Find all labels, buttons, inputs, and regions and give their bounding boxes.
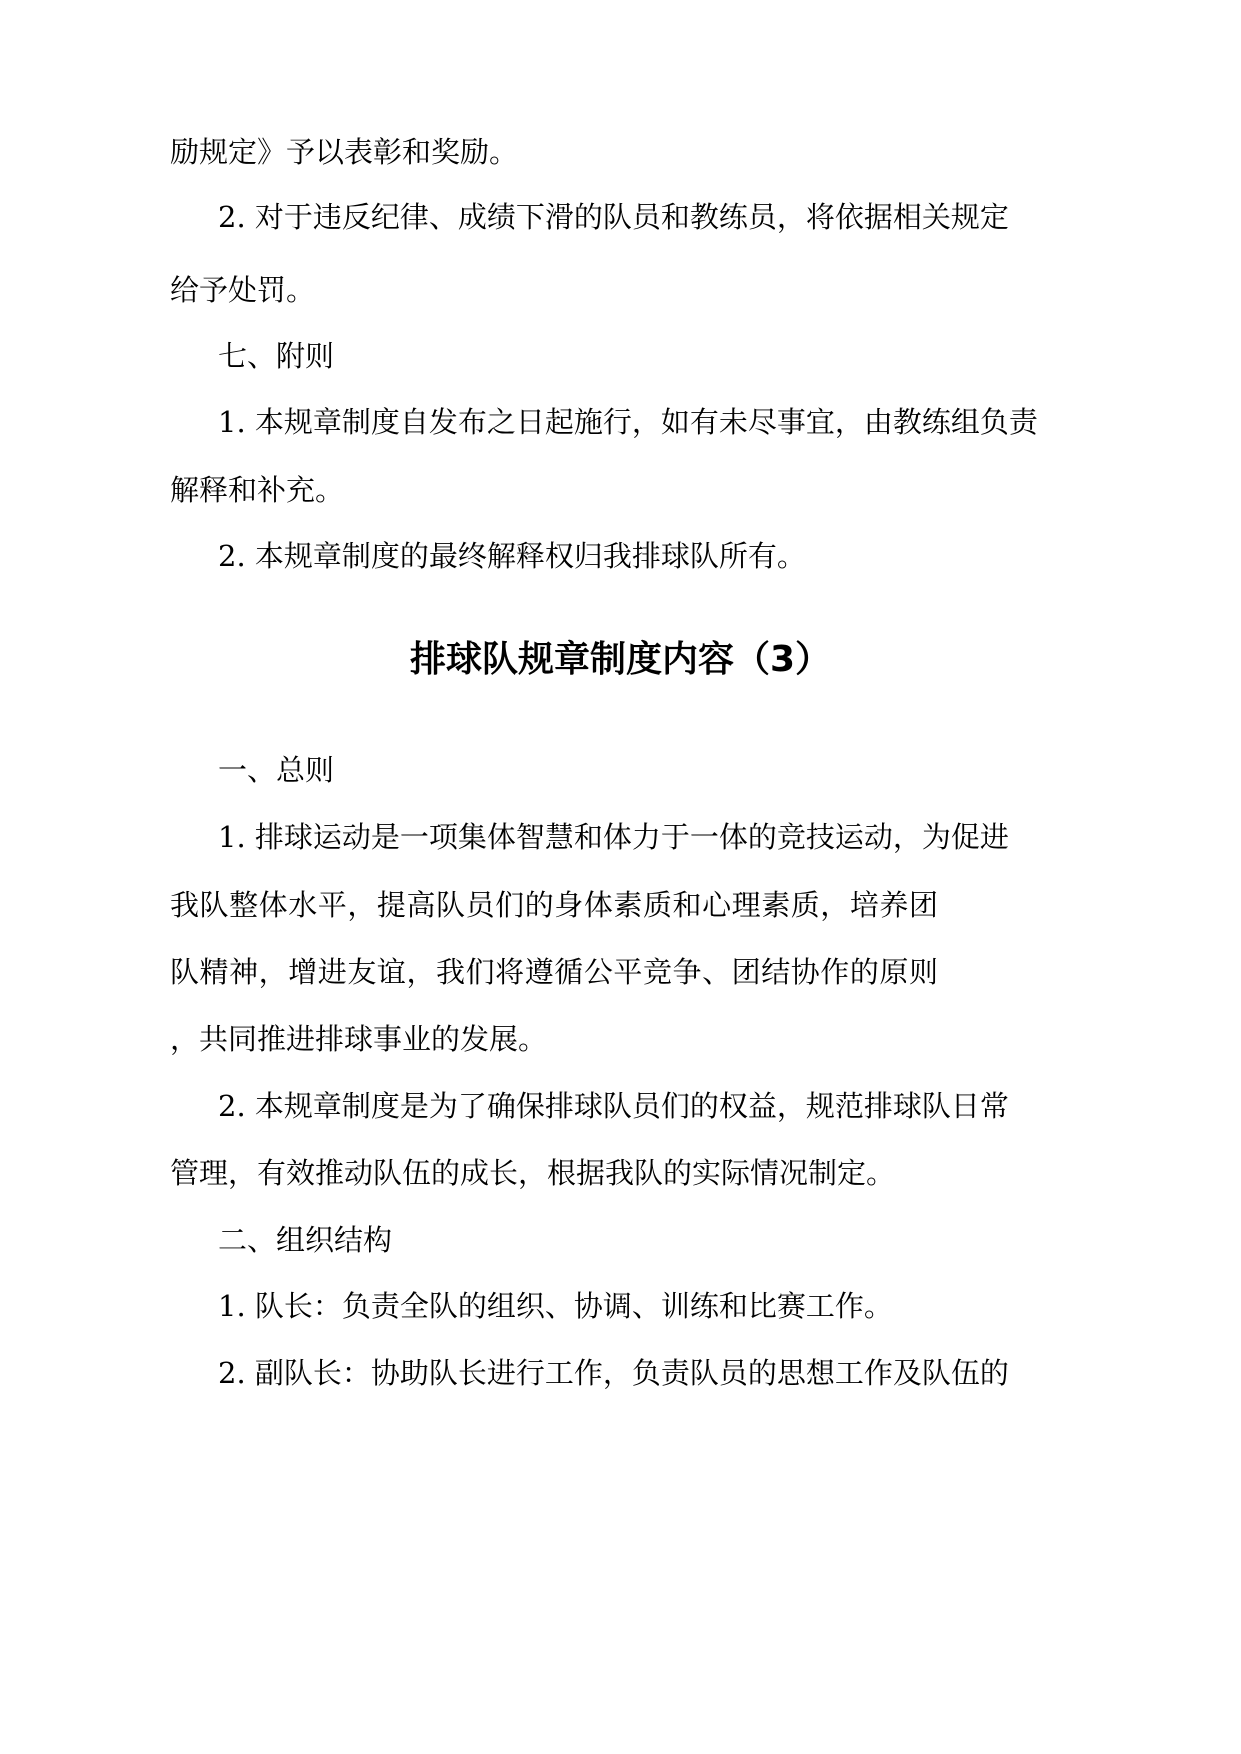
paragraph-p1-line-1: 励规定》予以表彰和奖励。 bbox=[170, 135, 519, 169]
heading-h7-line-1: 七、附则 bbox=[218, 339, 335, 373]
paragraph-p6-line-2: 管理，有效推动队伍的成长，根据我队的实际情况制定。 bbox=[170, 1156, 896, 1190]
paragraph-p5-line-2: 我队整体水平，提高队员们的身体素质和心理素质，培养团 bbox=[170, 888, 938, 922]
paragraph-p7-line-1: 1. 队长：负责全队的组织、协调、训练和比赛工作。 bbox=[218, 1289, 893, 1323]
paragraph-p5-line-1: 1. 排球运动是一项集体智慧和体力于一体的竞技运动，为促进 bbox=[218, 820, 1009, 854]
paragraph-p4-line-1: 2. 本规章制度的最终解释权归我排球队所有。 bbox=[218, 539, 806, 573]
paragraph-p5-line-3: 队精神，增进友谊，我们将遵循公平竞争、团结协作的原则 bbox=[170, 955, 938, 989]
paragraph-p2-line-1: 2. 对于违反纪律、成绩下滑的队员和教练员，将依据相关规定 bbox=[218, 200, 1009, 234]
paragraph-p5-line-4: ，共同推进排球事业的发展。 bbox=[170, 1022, 548, 1056]
paragraph-p8-line-1: 2. 副队长：协助队长进行工作，负责队员的思想工作及队伍的 bbox=[218, 1356, 1009, 1390]
paragraph-p3-line-1: 1. 本规章制度自发布之日起施行，如有未尽事宜，由教练组负责 bbox=[218, 405, 1038, 439]
paragraph-p6-line-1: 2. 本规章制度是为了确保排球队员们的权益，规范排球队日常 bbox=[218, 1089, 1009, 1123]
paragraph-p3-line-2: 解释和补充。 bbox=[170, 473, 345, 507]
heading-h2-line-1: 二、组织结构 bbox=[218, 1223, 393, 1257]
section-title: 排球队规章制度内容（3） bbox=[409, 639, 832, 680]
paragraph-p2-line-2: 给予处罚。 bbox=[170, 273, 316, 307]
heading-h1-line-1: 一、总则 bbox=[218, 753, 335, 787]
